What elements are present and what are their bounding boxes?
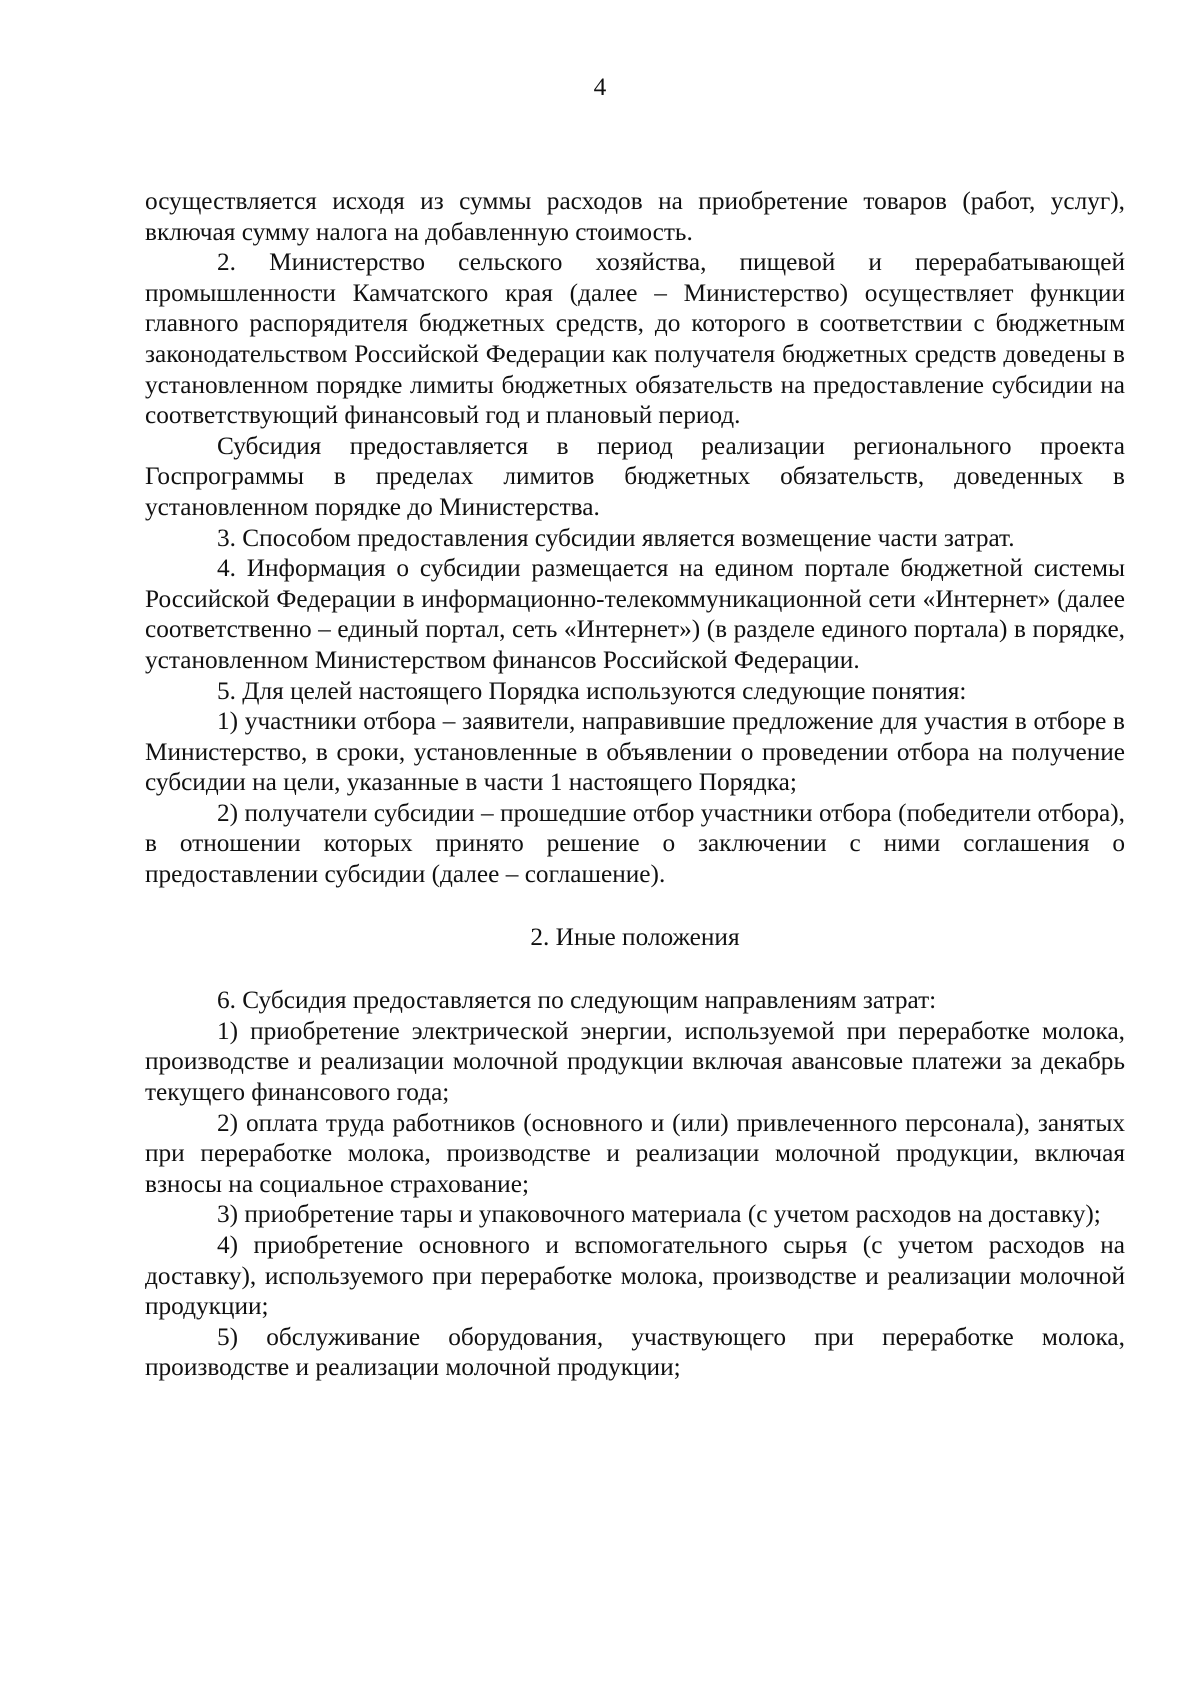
- page-number: 4: [593, 73, 607, 101]
- paragraph-item-6: 6. Субсидия предоставляется по следующим направлениям затрат:: [217, 986, 937, 1015]
- section-heading: 2. Иные положения: [530, 922, 740, 951]
- paragraph-item-6-5: 5) обслуживание оборудования, участвующего при переработке молока, производстве и реализации молочной продукции;: [145, 1322, 1125, 1382]
- paragraph-item-5-1: 1) участники отбора – заявители, направившие предложение для участия в отборе в Министерство, в сроки, установленные в объявлении о проведении отбора на получение субсидии на цели, указанные в части 1 настоящего Порядка;: [145, 707, 1125, 797]
- paragraph-item-6-3: 3) приобретение тары и упаковочного материала (с учетом расходов на доставку);: [217, 1200, 1101, 1229]
- paragraph-subsidy-period: Субсидия предоставляется в период реализации регионального проекта Госпрограммы в пределах лимитов бюджетных обязательств, доведенных в установленном порядке до Министерства.: [145, 431, 1125, 521]
- paragraph-item-6-4: 4) приобретение основного и вспомогательного сырья (с учетом расходов на доставку), используемого при переработке молока, производстве и реализации молочной продукции;: [145, 1231, 1125, 1321]
- paragraph-item-2: 2. Министерство сельского хозяйства, пищевой и перерабатывающей промышленности Камчатского края (далее – Министерство) осуществляет функции главного распорядителя бюджетных средств, до которого в соответствии с бюджетным законодательством Российской Федерации как получателя бюджетных средств доведены в установленном порядке лимиты бюджетных обязательств на предоставление субсидии на соответствующий финансовый год и плановый период.: [145, 248, 1125, 430]
- document-body: [145, 186, 1125, 1383]
- paragraph-item-3: 3. Способом предоставления субсидии является возмещение части затрат.: [217, 523, 1015, 552]
- paragraph-item-6-1: 1) приобретение электрической энергии, используемой при переработке молока, производстве и реализации молочной продукции включая авансовые платежи за декабрь текущего финансового года;: [145, 1016, 1125, 1107]
- paragraph-item-6-2: 2) оплата труда работников (основного и (или) привлеченного персонала), занятых при переработке молока, производстве и реализации молочной продукции, включая взносы на социальное страхование;: [145, 1108, 1125, 1198]
- paragraph-continuation: осуществляется исходя из суммы расходов на приобретение товаров (работ, услуг), включая сумму налога на добавленную стоимость.: [145, 187, 1125, 246]
- paragraph-item-5: 5. Для целей настоящего Порядка используются следующие понятия:: [217, 676, 967, 705]
- paragraph-item-5-2: 2) получатели субсидии – прошедшие отбор участники отбора (победители отбора), в отношении которых принято решение о заключении с ними соглашения о предоставлении субсидии (далее – соглашение).: [145, 798, 1125, 889]
- paragraph-item-4: 4. Информация о субсидии размещается на едином портале бюджетной системы Российской Федерации в информационно-телекоммуникационной сети «Интернет» (далее соответственно – единый портал, сеть «Интернет») (в разделе единого портала) в порядке, установленном Министерством финансов Российской Федерации.: [145, 554, 1125, 674]
